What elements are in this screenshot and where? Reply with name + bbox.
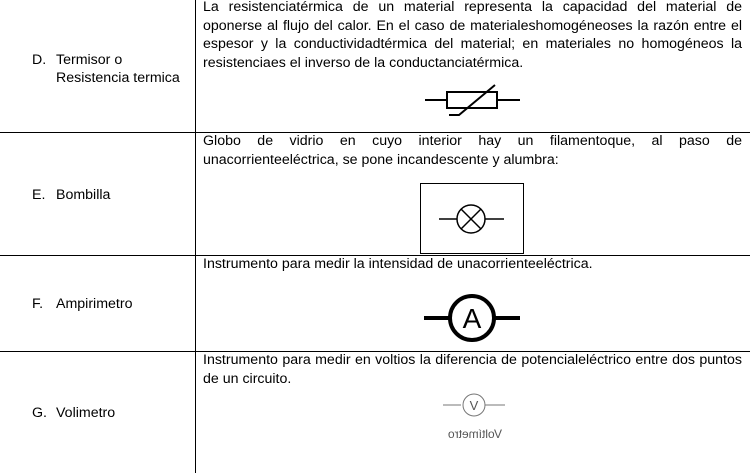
column-divider [195, 0, 196, 473]
description-termistor: La resistenciatérmica de un material representa la capacidad del material de oponerse al flujo del calor. En el caso de materialeshomogéneoses la razón entre el espesor y la conductividadtérmica del material; en materiales no homogéneos la resistenciaes el inverso de la conductanciatérmica. [203, 0, 742, 71]
term-label: Termisor o [56, 52, 123, 68]
term-label: Bombilla [56, 187, 111, 203]
voltmeter-symbol [437, 392, 517, 418]
term-bombilla [32, 186, 110, 204]
row-letter: F. [32, 296, 44, 312]
term-ampirimetro [32, 295, 132, 313]
term-volimetro [32, 404, 115, 422]
row-letter: E. [32, 187, 46, 203]
row-letter: D. [32, 52, 47, 68]
voltmeter-caption: Voltímetro [447, 427, 503, 441]
term-label: Volimetro [56, 405, 116, 421]
lamp-symbol [420, 183, 524, 254]
description-volimetro: Instrumento para medir en voltios la diferencia de potencialeléctrico entre dos puntos de un circuito. [203, 352, 742, 387]
description-bombilla: Globo de vidrio en cuyo interior hay un filamentoque, al paso de unacorrienteeléctrica, se pone incandescente y alumbra: [203, 133, 742, 168]
ammeter-symbol [424, 292, 520, 344]
row-letter: G. [32, 405, 47, 421]
voltmeter-letter: V [469, 398, 479, 413]
term-label: Ampirimetro [56, 296, 133, 312]
term-termistor [32, 51, 180, 87]
term-label-line2: Resistencia termica [56, 70, 180, 86]
description-ampirimetro: Instrumento para medir la intensidad de unacorrienteeléctrica. [203, 256, 593, 272]
thermistor-symbol [425, 82, 520, 118]
ammeter-letter: A [462, 303, 482, 334]
